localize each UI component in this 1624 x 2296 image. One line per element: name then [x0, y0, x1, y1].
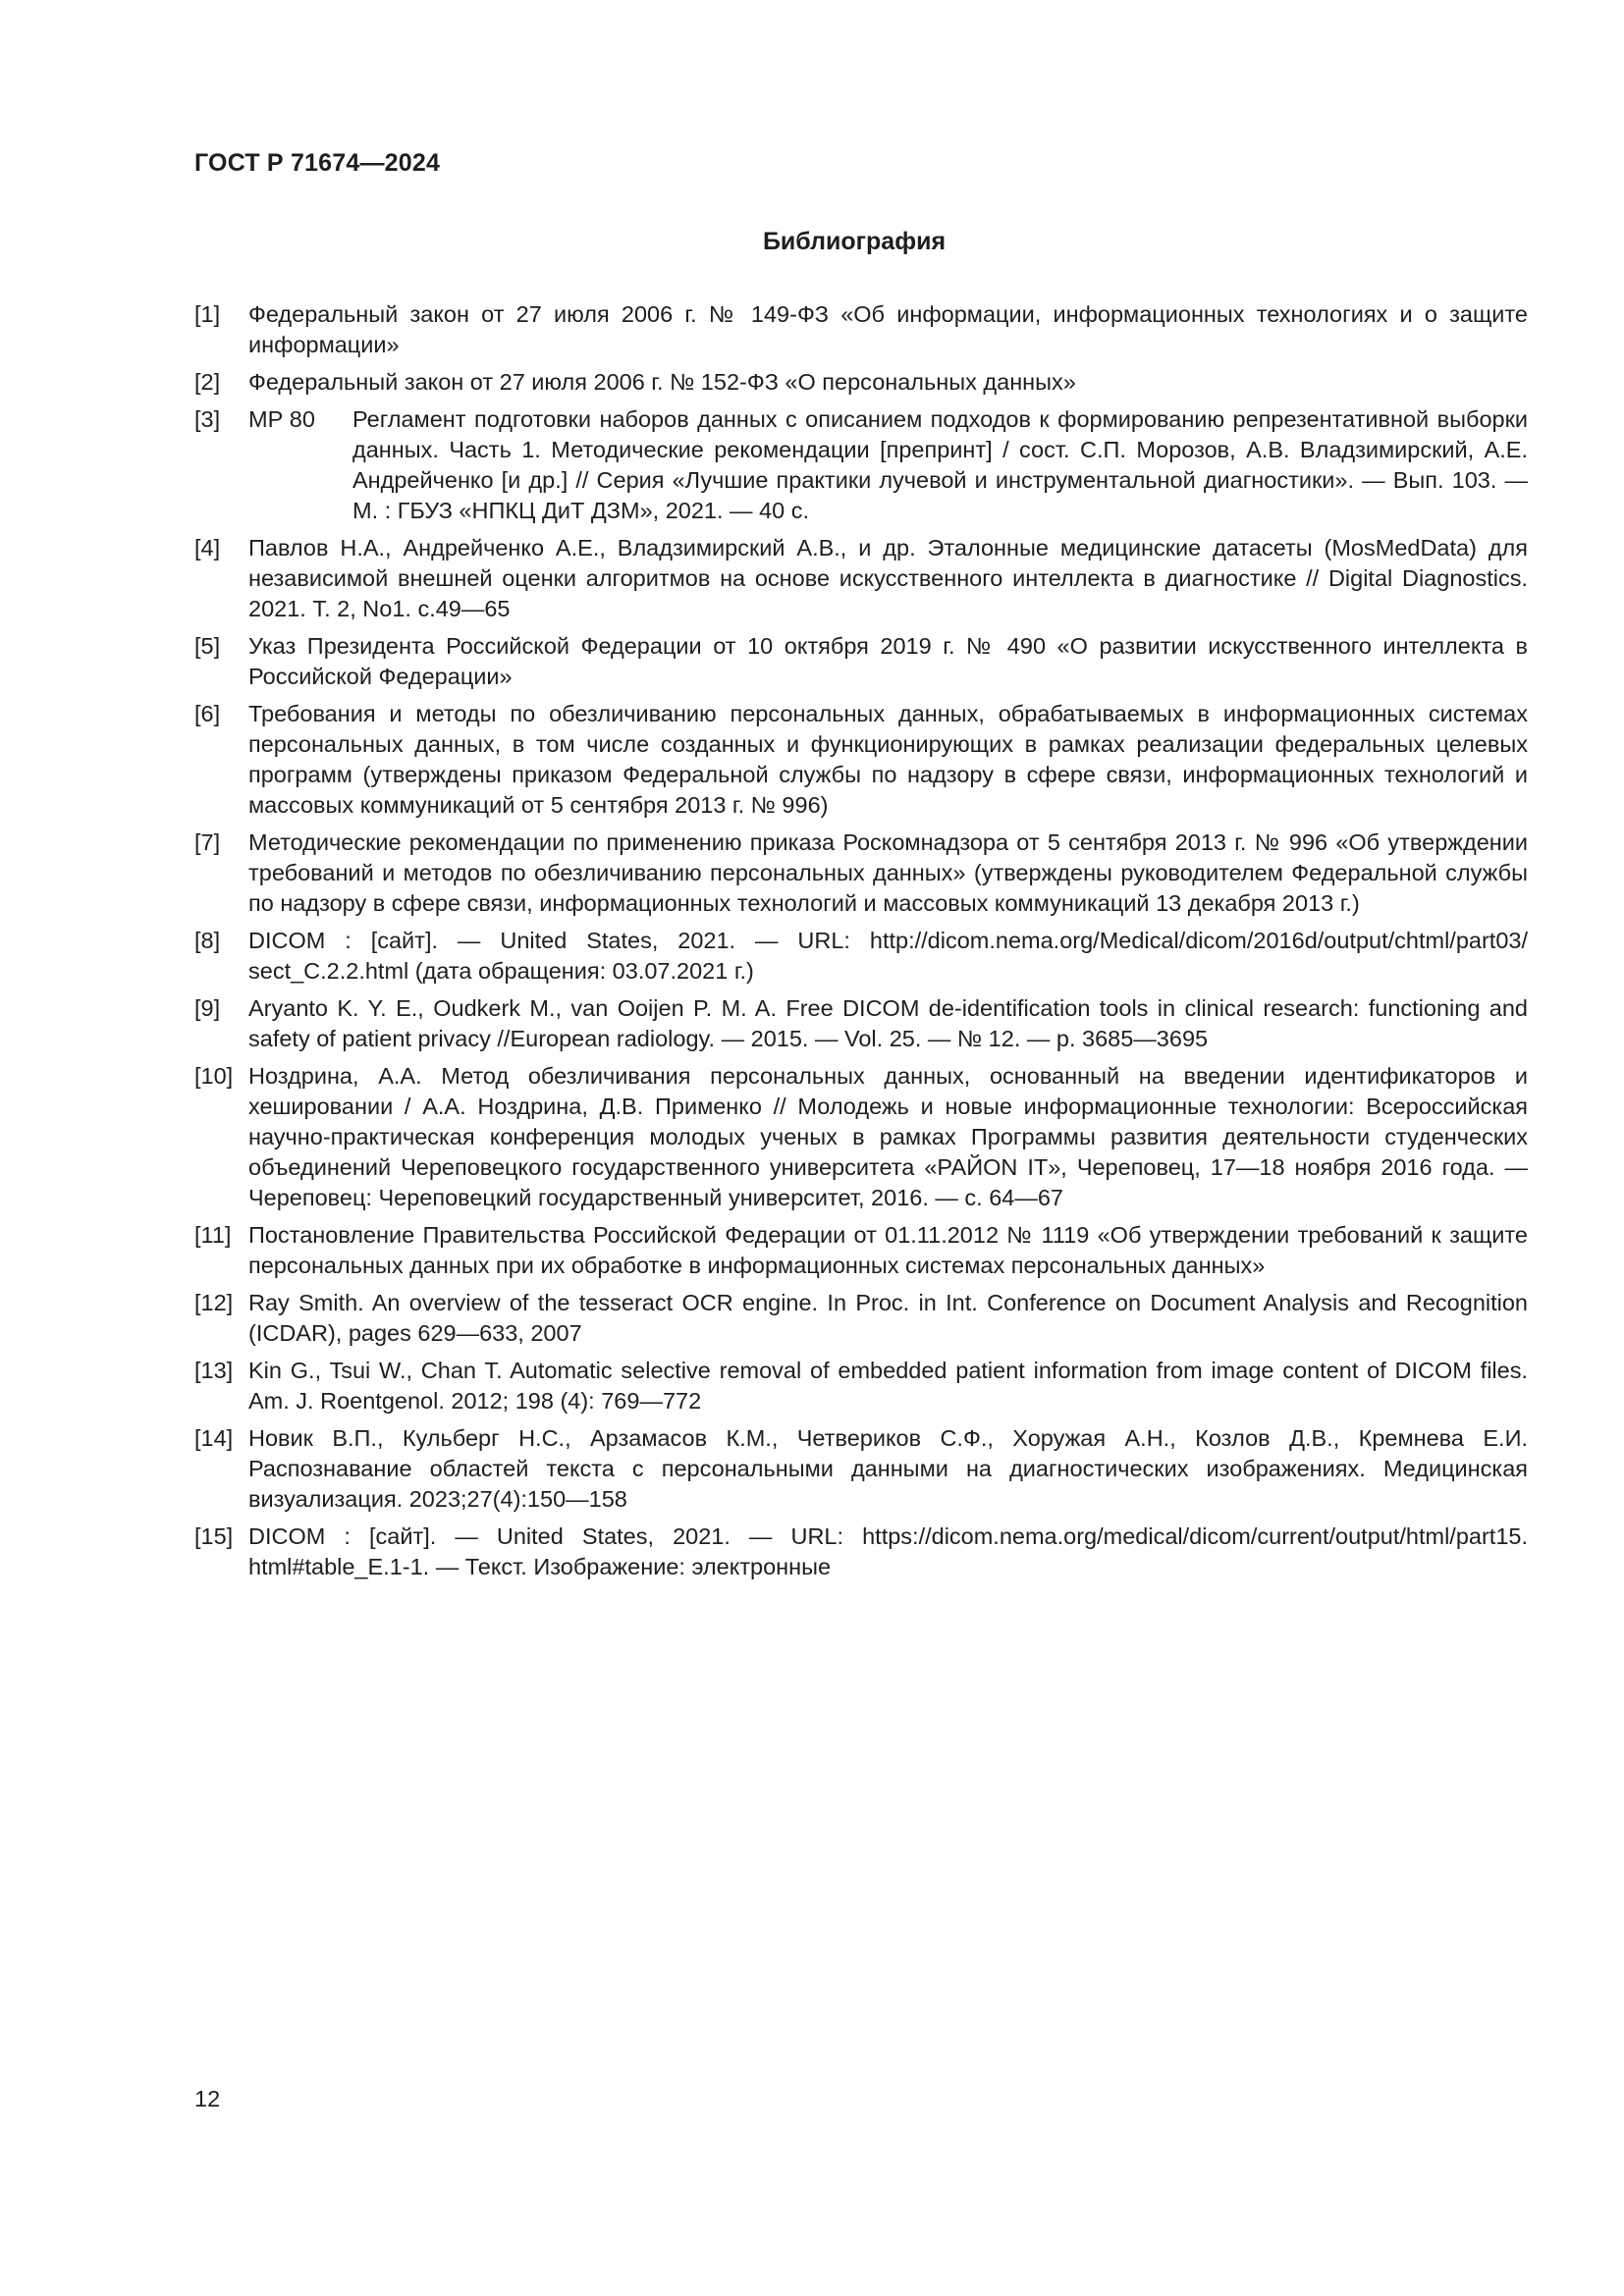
bibliography-list: [194, 299, 1528, 1589]
entry-text: Kin G., Tsui W., Chan T. Automatic selective removal of embedded patient information from image content of DICOM files. Am. J. Roentgenol. 2012; 198 (4): 769—772: [248, 1358, 1528, 1414]
entry-number: [8]: [194, 928, 221, 953]
entry-text: Ноздрина, А.А. Метод обезличивания персональных данных, основанный на введении идентификаторов и хешировании / А.А. Ноздрина, Д.В. Применко // Молодежь и новые информационные технологии: Всероссийская научно-практическая конференция молодых ученых в рамках Программы развития деятельности студенческих объединений Череповецкого государственного университета «РАЙON IT», Череповец, 17—18 ноября 2016 года. — Череповец: Череповецкий государственный университет, 2016. — с. 64—67: [248, 1063, 1528, 1210]
bibliography-entry-6: [194, 699, 1528, 821]
entry-text: DICOM : [сайт]. — United States, 2021. — URL: http://dicom.nema.org/Medical/dicom/2016d/output/chtml/part03/ sect_C.2.2.html (дата обращения: 03.07.2021 г.): [248, 928, 1528, 984]
bibliography-title: Библиография: [762, 228, 947, 255]
entry-number: [3]: [194, 406, 221, 432]
bibliography-entry-7: [194, 828, 1528, 919]
document-code: ГОСТ Р 71674—2024: [194, 149, 441, 177]
entry-number: [1]: [194, 301, 221, 327]
entry-number: [6]: [194, 701, 221, 726]
bibliography-entry-2: [194, 367, 1528, 398]
bibliography-entry-9: [194, 993, 1528, 1054]
entry-number: [9]: [194, 995, 221, 1021]
entry-number: [15]: [194, 1523, 234, 1549]
entry-text: Павлов Н.А., Андрейченко А.Е., Владзимирский А.В., и др. Эталонные медицинские датасеты (MosMedData) для независимой внешней оценки алгоритмов на основе искусственного интеллекта в диагностике // Digital Diagnostics. 2021. Т. 2, No1. с.49—65: [248, 535, 1528, 621]
entry-text: Федеральный закон от 27 июля 2006 г. № 149-ФЗ «Об информации, информационных технологиях и о защите информации»: [248, 301, 1528, 357]
entry-number: [4]: [194, 535, 221, 561]
entry-text: Требования и методы по обезличиванию персональных данных, обрабатываемых в информационных системах персональных данных, в том числе созданных и функционирующих в рамках реализации федеральных целевых программ (утверждены приказом Федеральной службы по надзору в сфере связи, информационных технологий и массовых коммуникаций от 5 сентября 2013 г. № 996): [248, 701, 1528, 818]
entry-text: Методические рекомендации по применению приказа Роскомнадзора от 5 сентября 2013 г. № 996 «Об утверждении требований и методов по обезличиванию персональных данных» (утверждены руководителем Федеральной службы по надзору в сфере связи, информационных технологий и массовых коммуникаций 13 декабря 2013 г.): [248, 829, 1528, 916]
page-number: 12: [194, 2086, 221, 2111]
entry-text: Постановление Правительства Российской Федерации от 01.11.2012 № 1119 «Об утверждении требований к защите персональных данных при их обработке в информационных системах персональных данных»: [248, 1222, 1528, 1278]
entry-text: Регламент подготовки наборов данных с описанием подходов к формированию репрезентативной выборки данных. Часть 1. Методические рекомендации [препринт] / сост. С.П. Морозов, А.В. Владзимирский, А.Е. Андрейченко [и др.] // Серия «Лучшие практики лучевой и инструментальной диагностики». — Вып. 103. — М. : ГБУЗ «НПКЦ ДиТ ДЗМ», 2021. — 40 с.: [352, 406, 1528, 523]
bibliography-entry-11: [194, 1220, 1528, 1281]
entry-text: Новик В.П., Кульберг Н.С., Арзамасов К.М., Четвериков С.Ф., Хоружая А.Н., Козлов Д.В., Кремнева Е.И. Распознавание областей текста с персональными данными на диагностических изображениях. Медицинская визуализация. 2023;27(4):150—158: [248, 1425, 1528, 1512]
entry-number: [12]: [194, 1290, 234, 1315]
entry-number: [13]: [194, 1358, 234, 1383]
bibliography-entry-12: [194, 1288, 1528, 1349]
entry-number: [14]: [194, 1425, 234, 1451]
bibliography-entry-5: [194, 631, 1528, 692]
entry-text: Ray Smith. An overview of the tesseract OCR engine. In Proc. in Int. Conference on Document Analysis and Recognition (ICDAR), pages 629—633, 2007: [248, 1290, 1528, 1346]
bibliography-entry-4: [194, 533, 1528, 624]
bibliography-entry-8: [194, 926, 1528, 987]
entry-document-code: МР 80: [248, 406, 315, 432]
entry-text: DICOM : [сайт]. — United States, 2021. — URL: https://dicom.nema.org/medical/dicom/current/output/html/part15. html#table_E.1-1. — Текст. Изображение: электронные: [248, 1523, 1528, 1579]
entry-number: [7]: [194, 829, 221, 855]
bibliography-entry-10: [194, 1061, 1528, 1213]
entry-text: Федеральный закон от 27 июля 2006 г. № 152-ФЗ «О персональных данных»: [248, 369, 1076, 395]
bibliography-entry-13: [194, 1356, 1528, 1416]
entry-text: Aryanto K. Y. E., Oudkerk M., van Ooijen P. M. A. Free DICOM de-identification tools in clinical research: functioning and safety of patient privacy //European radiology. — 2015. — Vol. 25. — № 12. — p. 3685—3695: [248, 995, 1528, 1051]
entry-number: [5]: [194, 633, 221, 659]
bibliography-entry-14: [194, 1423, 1528, 1515]
entry-number: [10]: [194, 1063, 234, 1089]
entry-text: Указ Президента Российской Федерации от 10 октября 2019 г. № 490 «О развитии искусственного интеллекта в Российской Федерации»: [248, 633, 1528, 689]
entry-number: [11]: [194, 1222, 232, 1248]
bibliography-entry-15: [194, 1522, 1528, 1582]
bibliography-entry-1: [194, 299, 1528, 360]
entry-number: [2]: [194, 369, 221, 395]
bibliography-entry-3: [194, 404, 1528, 526]
